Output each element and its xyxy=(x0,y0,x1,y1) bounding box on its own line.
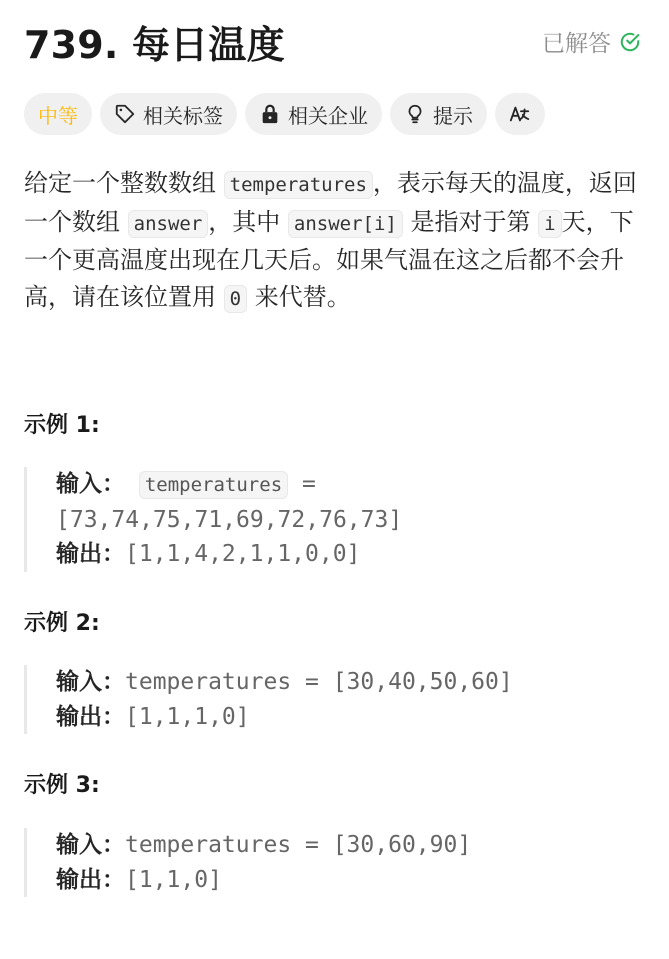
example-3-block xyxy=(24,828,624,897)
check-circle-icon xyxy=(619,31,641,53)
example-1-block xyxy=(24,467,624,572)
inline-code: temperatures xyxy=(224,171,373,199)
problem-title: 739. 每日温度 xyxy=(24,23,285,67)
input-var: temperatures xyxy=(139,471,288,499)
inline-code: 0 xyxy=(224,285,247,313)
example-3-title: 示例 3: xyxy=(24,773,100,798)
difficulty-badge: 中等 xyxy=(24,93,92,135)
lock-icon xyxy=(259,103,281,125)
tag-icon xyxy=(114,103,136,125)
translate-icon xyxy=(509,103,531,125)
solved-status xyxy=(542,25,641,58)
hint-label: 提示 xyxy=(433,103,473,128)
inline-code: i xyxy=(538,210,561,238)
desc-text: ，表示每天的温度，返回一个数组 xyxy=(24,169,637,236)
input-value: temperatures = [30,40,50,60] xyxy=(125,669,513,695)
related-companies-button[interactable] xyxy=(245,93,382,135)
output-label: 输出： xyxy=(56,703,125,730)
hint-button[interactable] xyxy=(390,93,487,135)
lightbulb-icon xyxy=(404,103,426,125)
input-value: = [73,74,75,71,69,72,76,73] xyxy=(56,471,403,533)
example-2-input xyxy=(56,665,624,700)
example-2-block xyxy=(24,665,624,734)
related-tags-button[interactable] xyxy=(100,93,237,135)
example-1-title: 示例 1: xyxy=(24,413,100,438)
solved-label: 已解答 xyxy=(542,31,611,57)
input-label: 输入： xyxy=(56,832,125,858)
input-value: temperatures = [30,60,90] xyxy=(125,832,472,858)
related-tags-label: 相关标签 xyxy=(143,103,223,128)
desc-text: 是指对于第 xyxy=(410,207,531,236)
problem-description xyxy=(24,165,649,317)
example-1-input xyxy=(56,467,624,537)
desc-text: 来代替。 xyxy=(254,282,351,311)
input-label: 输入： xyxy=(56,669,125,695)
example-3-output xyxy=(56,863,624,898)
desc-text: 天，下一个更高温度出现在几天后。如果气温在这之后都不会升高，请在该位置用 xyxy=(24,207,634,311)
output-value: [1,1,4,2,1,1,0,0] xyxy=(125,541,361,567)
output-label: 输出： xyxy=(56,541,125,567)
tag-bar xyxy=(24,93,545,135)
inline-code: answer xyxy=(128,210,209,238)
example-3-input xyxy=(56,828,624,863)
desc-text: 给定一个整数数组 xyxy=(24,169,216,197)
inline-code: answer[i] xyxy=(288,210,403,238)
title-row xyxy=(24,14,641,69)
output-value: [1,1,1,0] xyxy=(125,703,250,730)
input-label: 输入： xyxy=(56,471,125,497)
example-1-output xyxy=(56,537,624,572)
output-label: 输出： xyxy=(56,866,125,893)
example-2-output xyxy=(56,700,624,735)
translate-button[interactable] xyxy=(495,93,545,135)
output-value: [1,1,0] xyxy=(125,866,222,893)
example-2-title: 示例 2: xyxy=(24,611,100,636)
desc-text: ，其中 xyxy=(208,207,281,236)
related-companies-label: 相关企业 xyxy=(288,103,368,128)
